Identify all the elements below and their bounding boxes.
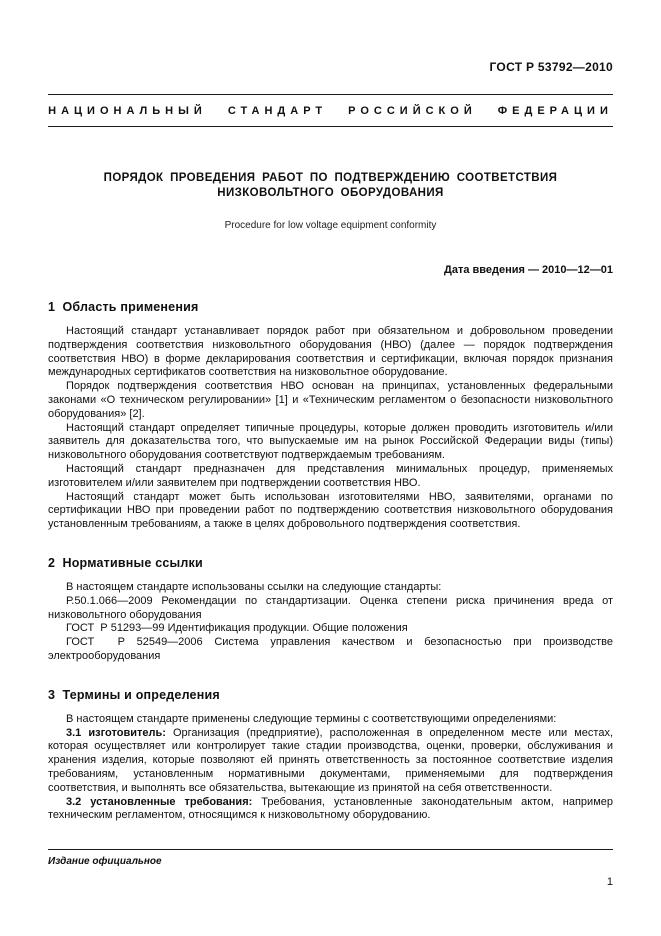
page-number: 1 [606,876,613,888]
section-2-heading: 2 Нормативные ссылки [48,555,203,570]
section-terms-definitions [48,688,613,823]
paragraph: Порядок подтверждения соответствия НВО основан на принципах, установленных федеральными законами «О техническом регулировании» [1] и «Техническим регламентом о безопасности низковольтного оборудования» [2]. [48,380,613,420]
term-name: изготовитель: [88,726,166,739]
paragraph: Настоящий стандарт предназначен для представления минимальных процедур, применяемых изготовителем и/или заявителем при подтверждении соответствия НВО. [48,462,613,489]
doc-title-line-1: ПОРЯДОК ПРОВЕДЕНИЯ РАБОТ ПО ПОДТВЕРЖДЕНИЮ СООТВЕТСТВИЯ [103,172,558,184]
term-number: 3.2 [66,795,82,808]
normative-reference: Р.50.1.066—2009 Рекомендации по стандартизации. Оценка степени риска причинения вреда от низковольтного оборудования [48,594,613,621]
divider-header-bottom [48,126,613,127]
section-normative-references [48,556,613,664]
paragraph: В настоящем стандарте использованы ссылки на следующие стандарты: [66,580,442,593]
section-3-heading: 3 Термины и определения [48,687,220,702]
standard-type-banner: НАЦИОНАЛЬНЫЙ СТАНДАРТ РОССИЙСКОЙ ФЕДЕРАЦИИ [48,105,613,117]
title-block [48,171,613,231]
divider-footer [48,849,613,850]
paragraph: Настоящий стандарт устанавливает порядок работ при обязательном и добровольном проведении подтверждения соответствия низковольтного оборудования (НВО) (далее — порядок подтверждения соответствия НВО) в форме декларирования соответствия и сертификации, включая порядок признания международных сертификатов соответствия на низковольтное оборудование. [48,325,613,379]
section-scope [48,300,613,532]
term-definition-3-1 [48,727,613,796]
normative-reference: ГОСТ Р 51293—99 Идентификация продукции. Общие положения [66,622,408,635]
term-text: Требования, установленные законодательным актом, например техническим регламентом, относящимся к низковольтному оборудованию. [48,795,613,822]
term-text: Организация (предприятие), расположенная в определенном месте или местах, которая осуществляет или контролирует такие стадии производства, оценки, проверки, обслуживания и хранения изделия, которые позволяют ей принять ответственность за постоянное соответствие изделия требованиям, установленным нормативными документами, применяемыми для подтверждения соответствия, и выполнять все обязательства, вытекающие из принятой на себя ответственности. [48,726,613,794]
paragraph: Настоящий стандарт определяет типичные процедуры, которые должен проводить изготовитель и/или заявитель для доказательства того, что выпускаемые им на рынок Российской Федерации виды (типы) низковольтного оборудования соответствуют подтверждаемым требованиям. [48,421,613,462]
paragraph: В настоящем стандарте применены следующие термины с соответствующими определениями: [66,712,557,725]
term-number: 3.1 [66,726,82,739]
section-1-heading: 1 Область применения [48,300,199,314]
doc-title-line-2: НИЗКОВОЛЬТНОГО ОБОРУДОВАНИЯ [217,187,444,199]
edition-note: Издание официальное [48,856,162,867]
paragraph: Настоящий стандарт может быть использован изготовителями НВО, заявителями, органами по сертификации НВО при проведении работ по подтверждению соответствия низковольтного оборудования установленным требованиям, а также в целях добровольного подтверждения соответствия. [48,490,613,531]
doc-number: ГОСТ Р 53792—2010 [489,60,613,74]
term-definition-3-2 [48,796,613,824]
page-footer [48,849,613,888]
term-name: установленные требования: [90,795,253,808]
introduction-date: Дата введения — 2010—12—01 [444,264,613,276]
doc-title-english: Procedure for low voltage equipment conformity [224,220,437,231]
normative-reference: ГОСТ Р 52549—2006 Система управления качеством и безопасностью при производстве электрооборудования [48,636,613,662]
